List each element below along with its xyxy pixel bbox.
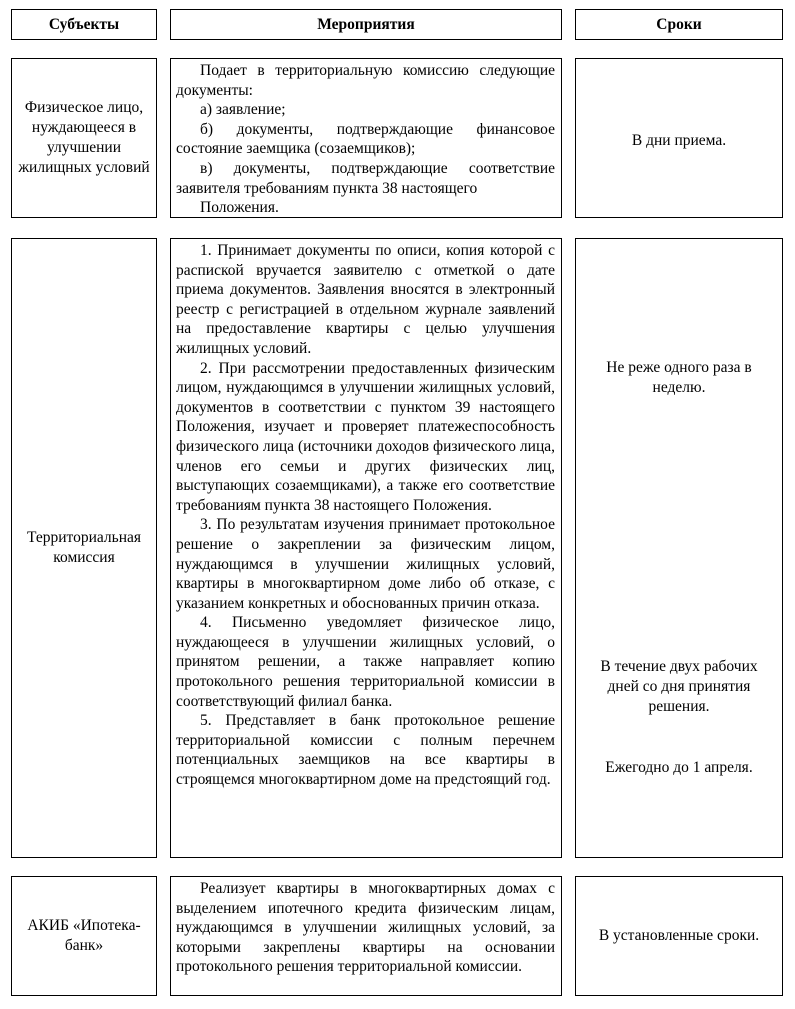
row3-term: В установленные сроки. xyxy=(598,927,760,944)
row1-activity: а) заявление; xyxy=(200,101,286,119)
row2-activity-5: 5. Представляет в банк протокольное решение территориальной комиссии с полным перечнем потенциальных заемщиков на все квартиры в строящемся многоквартирном доме на предстоящий год. xyxy=(176,712,555,789)
row1-subject: Физическое лицо, нуждающееся в улучшении жилищных условий xyxy=(18,99,150,176)
row3-subject-cell xyxy=(11,876,157,996)
row1-activity: в) документы, подтверждающие соответствие заявителя требованиям пункта 38 настоящего xyxy=(176,159,555,197)
row1-term: В дни приема. xyxy=(631,132,727,149)
row2-term-1: Не реже одного раза в неделю. xyxy=(606,359,752,396)
header-terms-label: Сроки xyxy=(656,15,702,33)
row1-subject-cell xyxy=(11,58,157,218)
row1-activity: б) документы, подтверждающие финансовое состояние заемщика (созаемщиков); xyxy=(176,120,555,158)
row2-terms-cell xyxy=(575,238,783,858)
row3-activity: Реализует квартиры в многоквартирных домах с выделением ипотечного кредита физическим лицам, нуждающимся в улучшении жилищных условий, за которыми закреплены квартиры на основании протокольного решения территориальной комиссии. xyxy=(176,880,555,976)
row3-terms-cell xyxy=(575,876,783,996)
row1-activity: Положения. xyxy=(200,199,279,217)
row2-term-2: В течение двух рабочих дней со дня принятия решения. xyxy=(600,658,758,715)
row2-term-3: Ежегодно до 1 апреля. xyxy=(605,759,753,776)
row3-activities-cell xyxy=(170,876,562,996)
header-subjects-label: Субъекты xyxy=(48,15,120,33)
header-subjects-cell xyxy=(11,9,157,40)
row2-activities-cell xyxy=(170,238,562,858)
row3-subject: АКИБ «Ипотека-банк» xyxy=(27,917,141,954)
row1-activities-cell xyxy=(170,58,562,218)
row2-activity-2: 2. При рассмотрении предоставленных физическим лицом, нуждающимся в улучшении жилищных условий, документов в соответствии с пунктом 39 настоящего Положения, изучает и проверяет платежеспособность физического лица (источники доходов физического лица, членов его семьи и других физических лиц, выступающих созаемщиками), а также его соответствие требованиям пункта 38 настоящего Положения. xyxy=(176,359,555,514)
row1-terms-cell xyxy=(575,58,783,218)
row2-activity-1: 1. Принимает документы по описи, копия которой с распиской вручается заявителю с отметкой о дате приема документов. Заявления вносятся в электронный реестр с регистрацией в отдельном журнале заявлений на предоставление квартиры с целью улучшения жилищных условий. xyxy=(176,242,555,357)
header-terms-cell xyxy=(575,9,783,40)
header-activities-label: Мероприятия xyxy=(317,15,415,33)
row2-subject-cell xyxy=(11,238,157,858)
row2-activity-3: 3. По результатам изучения принимает протокольное решение о закреплении за физическим лицом, нуждающимся в улучшении жилищных условий, квартиры в многоквартирном доме либо об отказе, с указанием конкретных и обоснованных причин отказа. xyxy=(176,516,555,612)
row2-activity-4: 4. Письменно уведомляет физическое лицо, нуждающееся в улучшении жилищных условий, о принятом решении, а также направляет копию протокольного решения территориальной комиссии в соответствующий филиал банка. xyxy=(176,614,555,710)
row1-activity: Подает в территориальную комиссию следующие документы: xyxy=(176,62,555,99)
header-activities-cell xyxy=(170,9,562,40)
row2-subject: Территориальная комиссия xyxy=(26,529,142,566)
